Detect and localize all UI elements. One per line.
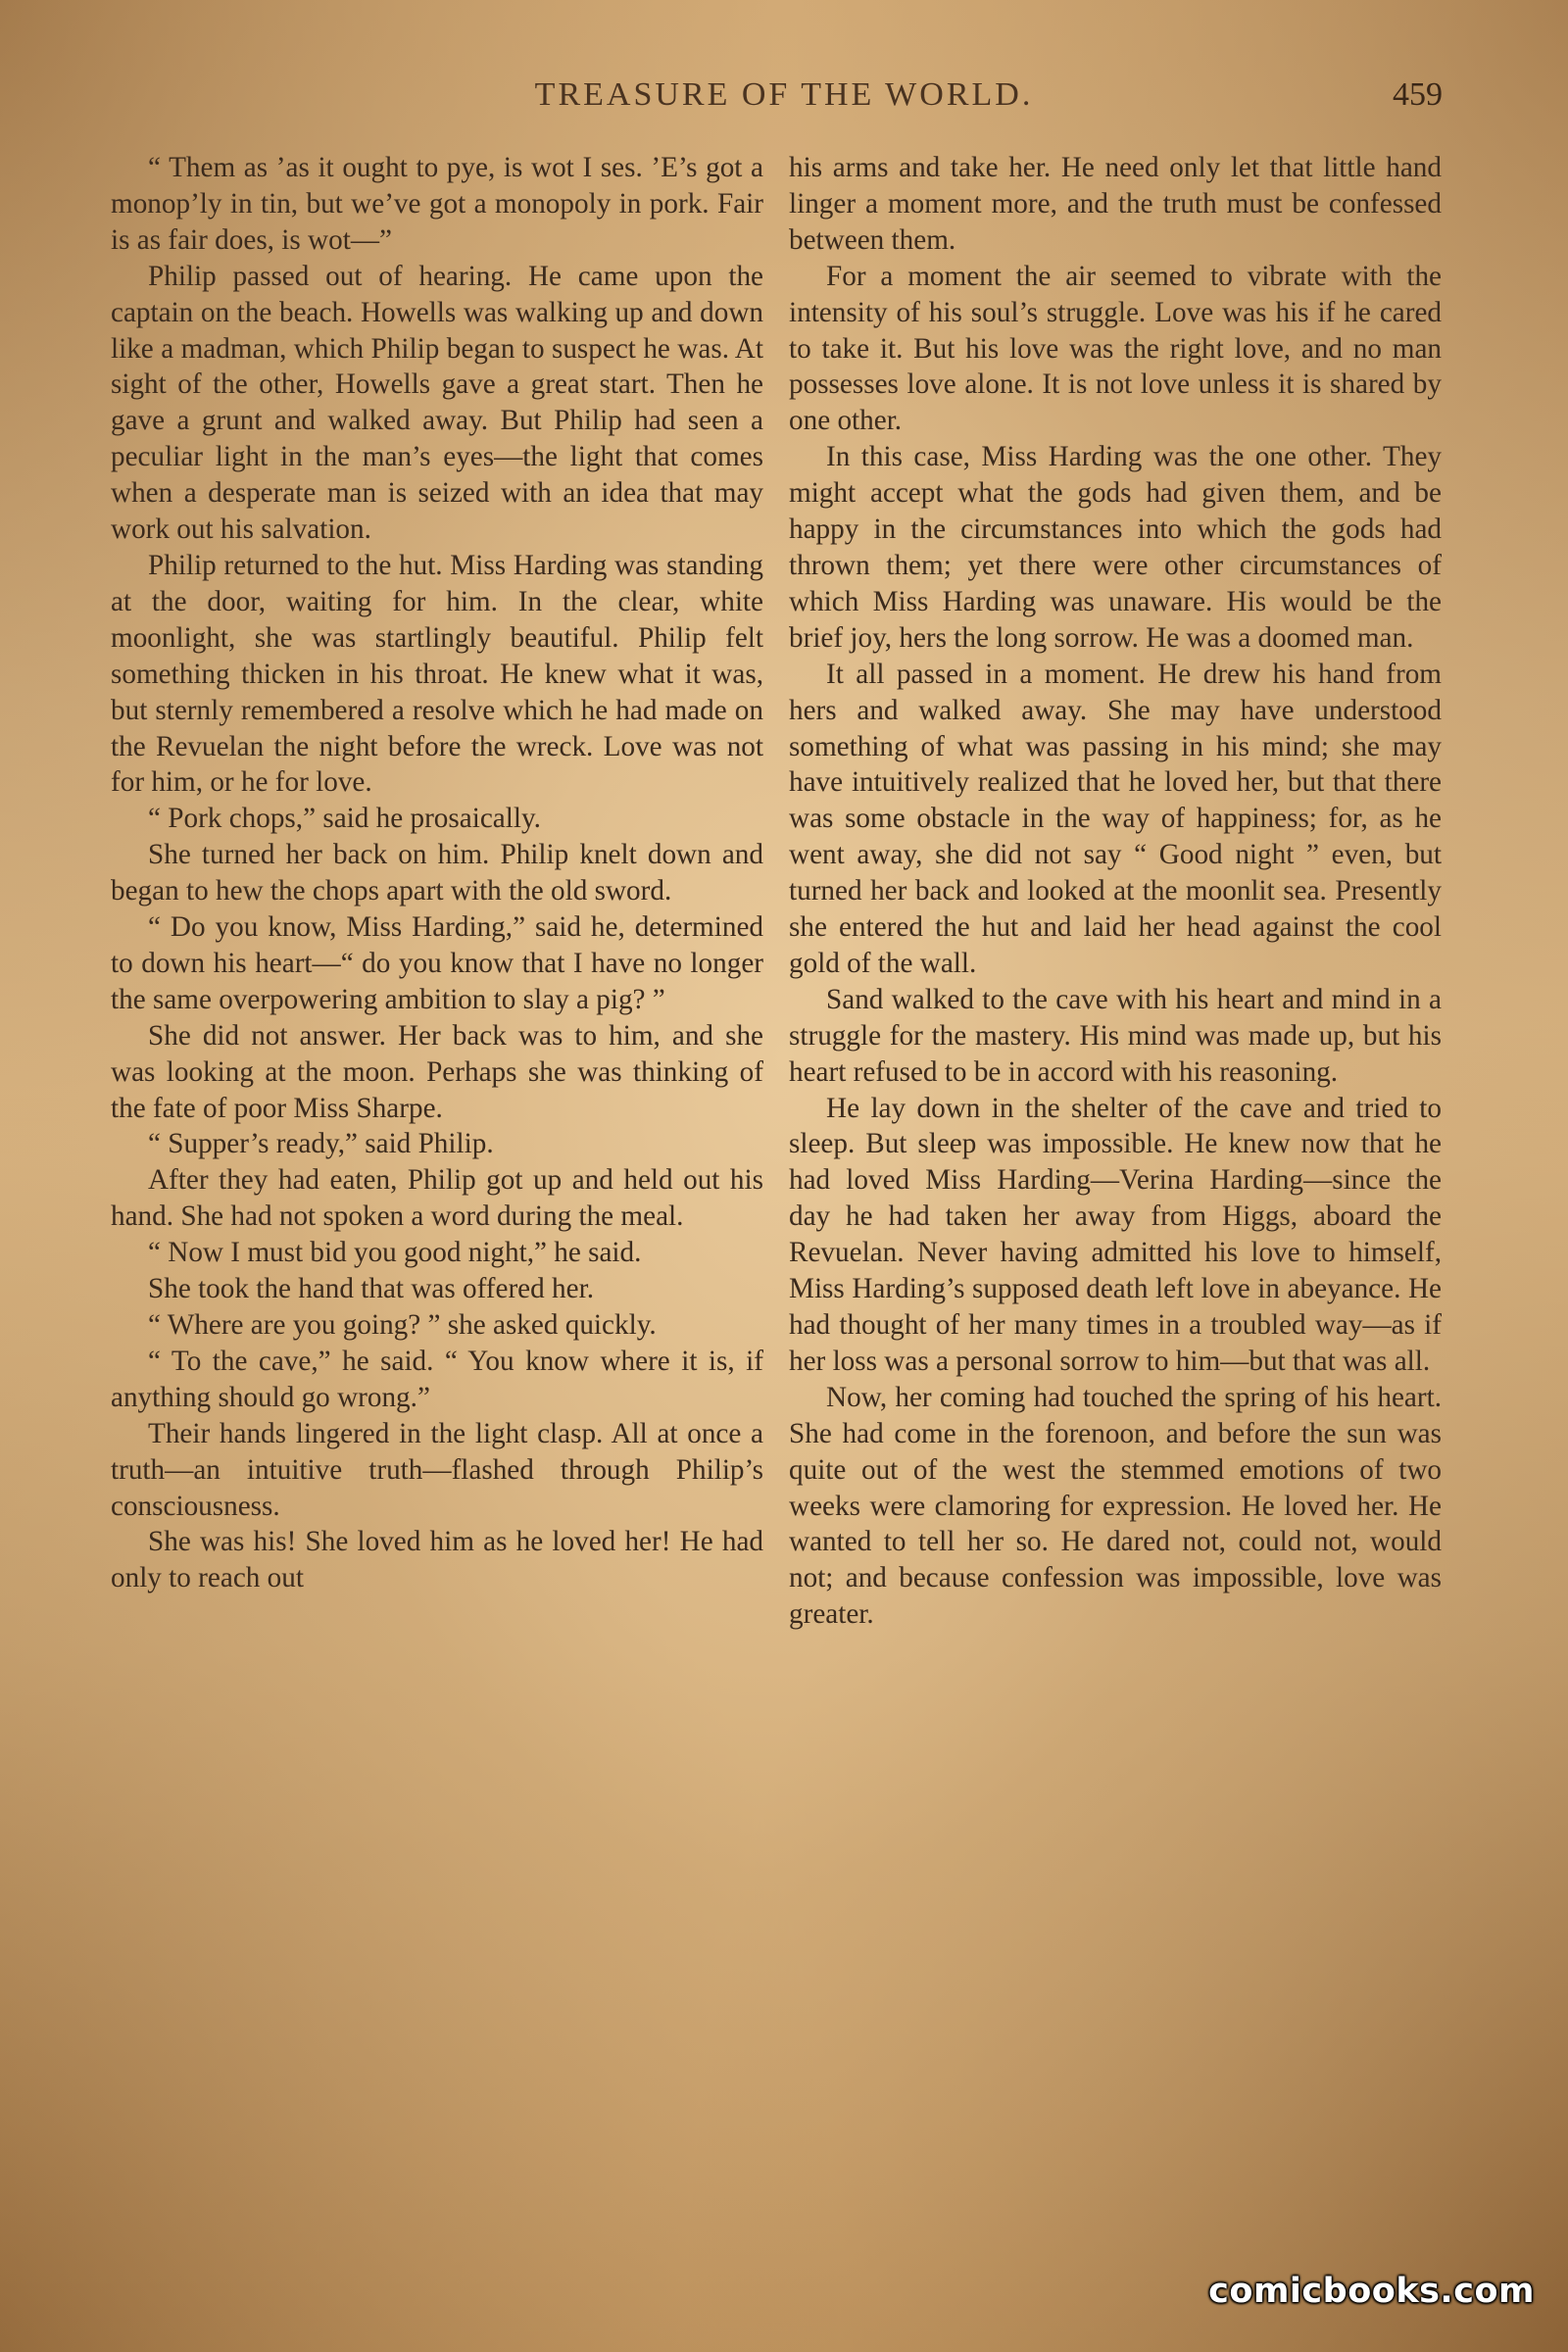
paragraph: “ To the cave,” he said. “ You know where it is, if anything should go wrong.” xyxy=(111,1345,763,1413)
paragraph: Their hands lingered in the light clasp. All at once a truth—an intuitive truth—flashed through Philip’s consciousness. xyxy=(111,1417,763,1522)
paragraph: Now, her coming had touched the spring of his heart. She had come in the forenoon, and before the sun was quite out of the west the stemmed emotions of two weeks were clamoring for expression. He loved her. He wanted to tell her so. He dared not, could not, would not; and because confession was impossible, love was greater. xyxy=(789,1381,1442,1631)
paragraph: It all passed in a moment. He drew his hand from hers and walked away. She may have understood something of what was passing in his mind; she may have intuitively realized that he loved her, but that there was some obstacle in the way of happiness; for, as he went away, she did not say “ Good night ” even, but turned her back and looked at the moonlit sea. Presently she entered the hut and laid her head against the cool gold of the wall. xyxy=(789,658,1442,979)
paragraph: Philip passed out of hearing. He came upon the captain on the beach. Howells was walking up and down like a madman, which Philip began to suspect he was. At sight of the other, Howells gave a great start. Then he gave a grunt and walked away. But Philip had seen a peculiar light in the man’s eyes—the light that comes when a desperate man is seized with an idea that may work out his salvation. xyxy=(111,260,763,546)
running-title: TREASURE OF THE WORLD. xyxy=(534,76,1034,113)
page-number: 459 xyxy=(1393,76,1443,113)
paragraph: She was his! She loved him as he loved her! He had only to reach out xyxy=(111,1526,763,1594)
left-column xyxy=(111,150,763,1596)
paragraph: She turned her back on him. Philip knelt down and began to hew the chops apart with the old sword. xyxy=(111,839,763,907)
paragraph: For a moment the air seemed to vibrate with the intensity of his soul’s struggle. Love was his if he cared to take it. But his love was the right love, and no man possesses love alone. It is not love unless it is shared by one other. xyxy=(789,260,1442,437)
paragraph: Philip returned to the hut. Miss Harding was standing at the door, waiting for him. In the clear, white moonlight, she was startlingly beautiful. Philip felt something thicken in his throat. He knew what it was, but sternly remembered a resolve which he had made on the Revuelan the night before the wreck. Love was not for him, or he for love. xyxy=(111,549,763,799)
paragraph: After they had eaten, Philip got up and held out his hand. She had not spoken a word during the meal. xyxy=(111,1164,763,1233)
paragraph: “ Pork chops,” said he prosaically. xyxy=(148,803,541,835)
paragraph: In this case, Miss Harding was the one other. They might accept what the gods had given them, and be happy in the circumstances into which the gods had thrown them; yet there were other circumstances of which Miss Harding was unaware. His would be the brief joy, hers the long sorrow. He was a doomed man. xyxy=(789,441,1442,654)
paragraph: She took the hand that was offered her. xyxy=(148,1273,594,1305)
paragraph: She did not answer. Her back was to him, and she was looking at the moon. Perhaps she was thinking of the fate of poor Miss Sharpe. xyxy=(111,1019,763,1124)
right-column xyxy=(789,150,1442,1633)
paragraph: “ Do you know, Miss Harding,” said he, determined to down his heart—“ do you know that I have no longer the same overpowering ambition to slay a pig? ” xyxy=(111,911,763,1015)
page-header xyxy=(0,76,1568,123)
paragraph: “ Supper’s ready,” said Philip. xyxy=(148,1128,494,1160)
paragraph: “ Now I must bid you good night,” he said. xyxy=(148,1237,642,1269)
paragraph-continued: his arms and take her. He need only let that little hand linger a moment more, and the truth must be confessed between them. xyxy=(789,152,1442,256)
paragraph: “ Where are you going? ” she asked quickly. xyxy=(148,1309,657,1341)
watermark: comicbooks.com xyxy=(1208,2272,1535,2311)
paragraph: “ Them as ’as it ought to pye, is wot I ses. ’E’s got a monop’ly in tin, but we’ve got a monopoly in pork. Fair is as fair does, is wot—” xyxy=(111,152,763,256)
paragraph: He lay down in the shelter of the cave and tried to sleep. But sleep was impossible. He knew now that he had loved Miss Harding—Verina Harding—since the day he had taken her away from Higgs, aboard the Revuelan. Never having admitted his love to himself, Miss Harding’s supposed death left love in abeyance. He had thought of her many times in a troubled way—as if her loss was a personal sorrow to him—but that was all. xyxy=(789,1092,1442,1377)
paragraph: Sand walked to the cave with his heart and mind in a struggle for the mastery. His mind was made up, but his heart refused to be in accord with his reasoning. xyxy=(789,983,1442,1088)
